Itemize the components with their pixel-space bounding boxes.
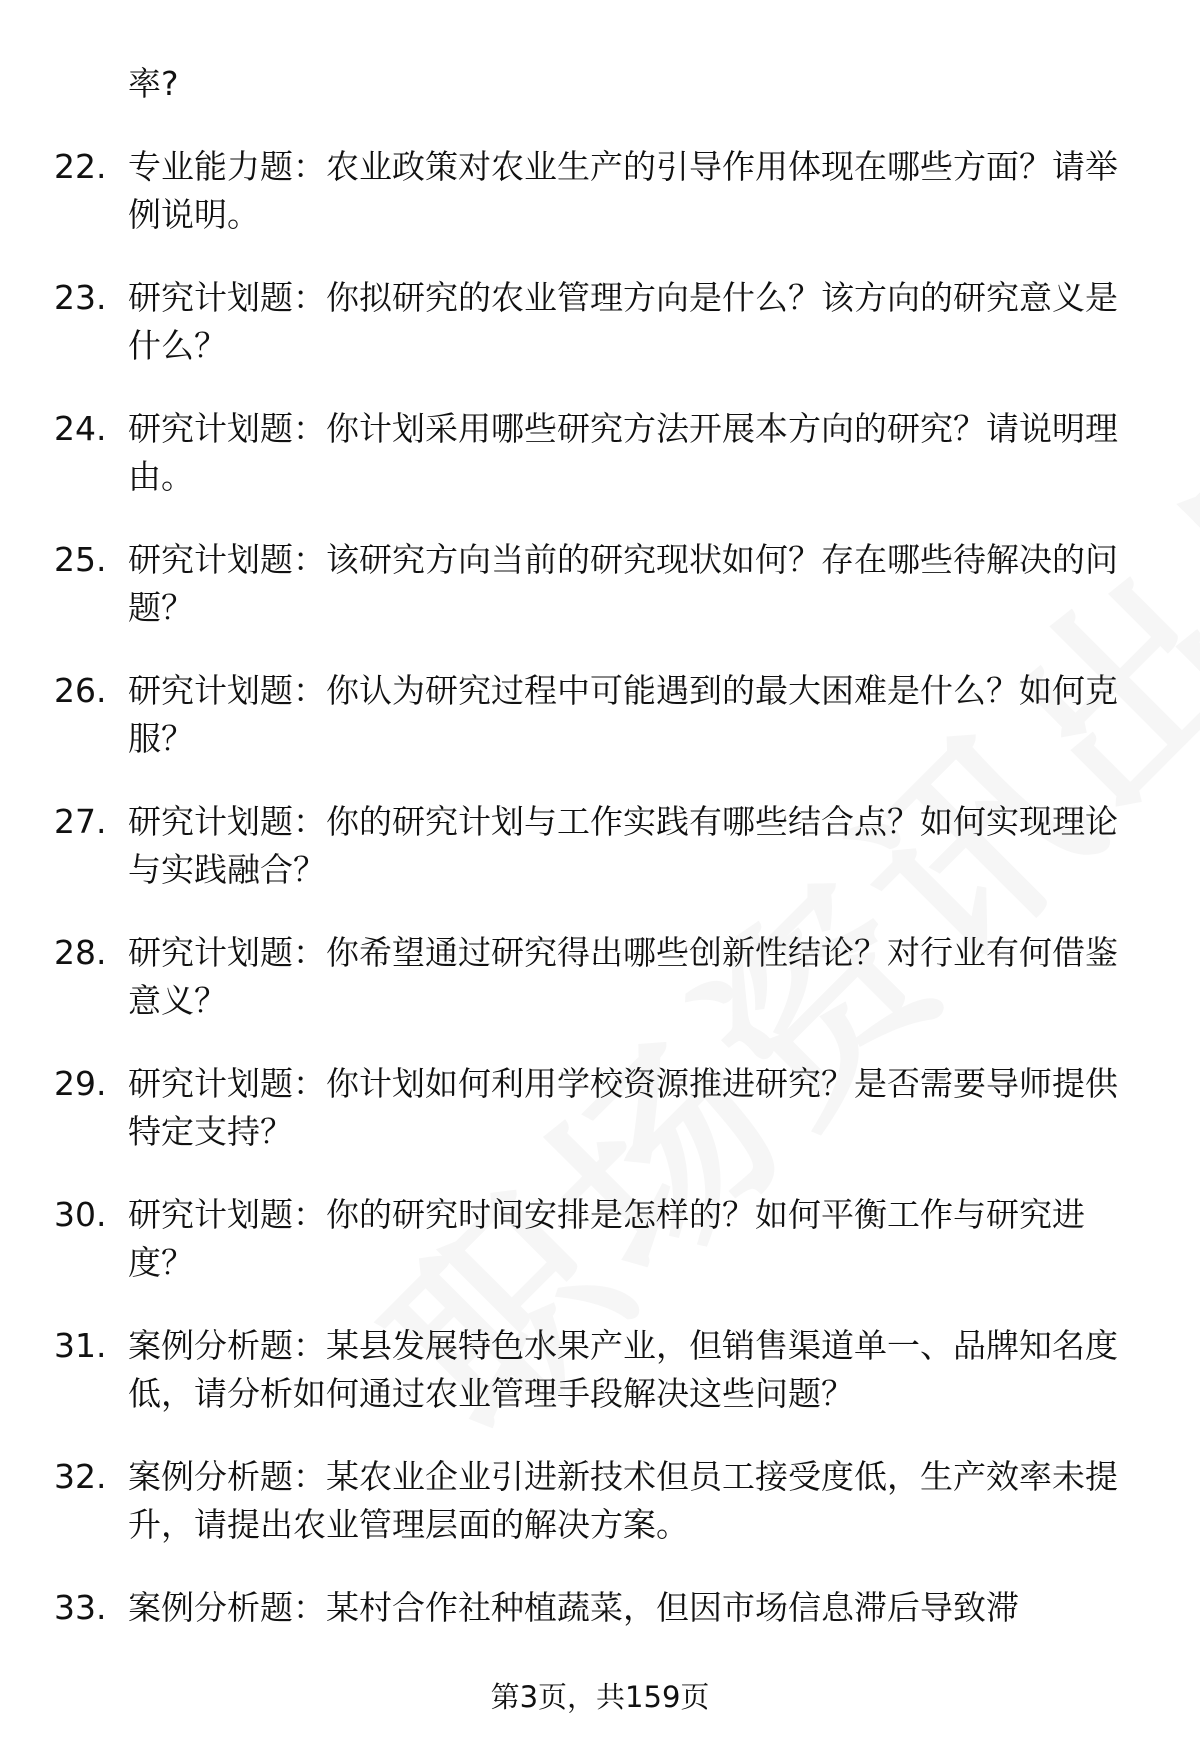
list-item <box>0 667 1200 763</box>
list-item <box>0 929 1200 1025</box>
question-items <box>0 143 1200 1632</box>
page-footer: 第3页，共159页 <box>490 1680 710 1714</box>
list-item <box>0 1322 1200 1418</box>
item-number: 30. <box>54 1195 107 1234</box>
list-item <box>0 405 1200 501</box>
list-item <box>0 1584 1200 1632</box>
item-number: 32. <box>54 1457 107 1496</box>
item-number: 33. <box>54 1588 107 1627</box>
item-number: 26. <box>54 671 107 710</box>
item-number: 22. <box>54 147 107 186</box>
list-item <box>0 274 1200 370</box>
item-text: 研究计划题：你的研究计划与工作实践有哪些结合点？如何实现理论与实践融合？ <box>128 802 1118 889</box>
list-item <box>0 1191 1200 1287</box>
list-item <box>0 798 1200 894</box>
item-text: 研究计划题：你希望通过研究得出哪些创新性结论？对行业有何借鉴意义？ <box>128 933 1118 1020</box>
item-text: 研究计划题：你拟研究的农业管理方向是什么？该方向的研究意义是什么？ <box>128 278 1118 365</box>
item-text: 案例分析题：某村合作社种植蔬菜，但因市场信息滞后导致滞 <box>128 1588 1019 1627</box>
item-number: 25. <box>54 540 107 579</box>
continued-text: 率? <box>128 64 179 103</box>
item-text: 研究计划题：你的研究时间安排是怎样的？如何平衡工作与研究进度？ <box>128 1195 1085 1282</box>
item-number: 24. <box>54 409 107 448</box>
item-text: 研究计划题：你认为研究过程中可能遇到的最大困难是什么？如何克服？ <box>128 671 1118 758</box>
list-item <box>0 143 1200 239</box>
item-text: 专业能力题：农业政策对农业生产的引导作用体现在哪些方面？请举例说明。 <box>128 147 1118 234</box>
item-text: 研究计划题：你计划采用哪些研究方法开展本方向的研究？请说明理由。 <box>128 409 1118 496</box>
question-list <box>0 60 1200 1667</box>
item-number: 31. <box>54 1326 107 1365</box>
item-text: 案例分析题：某县发展特色水果产业，但销售渠道单一、品牌知名度低，请分析如何通过农业管理手段解决这些问题？ <box>128 1326 1118 1413</box>
item-number: 28. <box>54 933 107 972</box>
item-number: 23. <box>54 278 107 317</box>
item-text: 案例分析题：某农业企业引进新技术但员工接受度低，生产效率未提升，请提出农业管理层面的解决方案。 <box>128 1457 1118 1544</box>
item-text: 研究计划题：该研究方向当前的研究现状如何？存在哪些待解决的问题？ <box>128 540 1118 627</box>
item-text: 研究计划题：你计划如何利用学校资源推进研究？是否需要导师提供特定支持？ <box>128 1064 1118 1151</box>
list-item <box>0 1060 1200 1156</box>
item-number: 27. <box>54 802 107 841</box>
list-item <box>0 1453 1200 1549</box>
item-number: 29. <box>54 1064 107 1103</box>
list-item <box>0 536 1200 632</box>
